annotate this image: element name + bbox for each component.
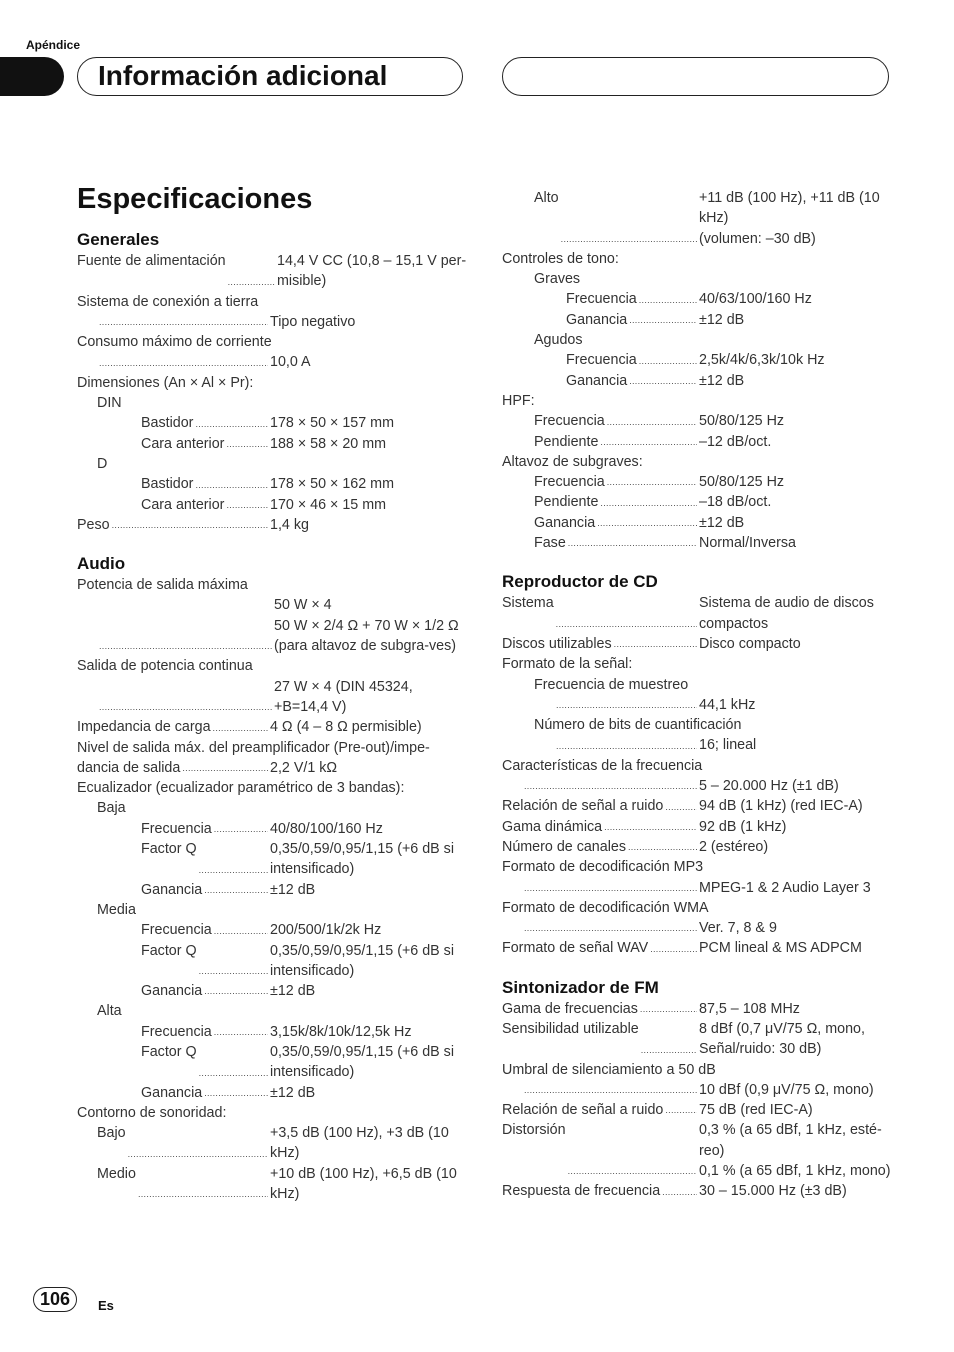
spec-label: Frecuencia — [534, 474, 605, 491]
spec-row — [502, 1080, 894, 1100]
spec-label: Frecuencia — [566, 352, 637, 369]
spec-value: 178 × 50 × 157 mm — [270, 415, 394, 432]
spec-label: Fuente de alimentación — [77, 253, 226, 269]
spec-label: Factor Q — [141, 841, 197, 858]
spec-value: 50/80/125 Hz — [699, 474, 785, 491]
spec-heading-line: Media — [97, 901, 136, 918]
spec-value: 94 dB (1 kHz) (red IEC-A) — [699, 798, 863, 815]
spec-value: 0,35/0,59/0,95/1,15 (+6 dB si intensificado) — [270, 841, 455, 878]
spec-heading-line: Formato de decodificación WMA — [502, 899, 709, 916]
spec-value: ±12 dB — [270, 1084, 316, 1101]
spec-value: Ver. 7, 8 & 9 — [699, 920, 777, 937]
spec-value: PCM lineal & MS ADPCM — [699, 940, 862, 957]
spec-row — [502, 938, 894, 958]
spec-value: 2 (estéreo) — [699, 838, 769, 855]
spec-row — [77, 352, 467, 372]
dot-leader — [112, 515, 268, 535]
spec-row — [77, 312, 467, 332]
dot-leader — [228, 251, 275, 292]
spec-row — [502, 350, 894, 370]
dot-leader — [600, 492, 697, 512]
dot-leader — [556, 593, 697, 634]
spec-heading-line: Contorno de sonoridad: — [77, 1104, 227, 1121]
spec-row — [502, 837, 894, 857]
spec-value: ±12 dB — [270, 881, 316, 898]
spec-value: 27 W × 4 (DIN 45324, +B=14,4 V) — [274, 678, 413, 715]
dot-leader — [639, 350, 697, 370]
spec-heading-line: Consumo máximo de corriente — [77, 334, 272, 351]
dot-leader — [600, 432, 697, 452]
spec-row — [502, 492, 894, 512]
spec-value: +3,5 dB (100 Hz), +3 dB (10 kHz) — [270, 1125, 449, 1162]
dot-leader — [524, 918, 697, 938]
spec-value: Tipo negativo — [270, 313, 356, 330]
spec-value: 3,15k/8k/10k/12,5k Hz — [270, 1023, 412, 1040]
spec-row — [502, 999, 894, 1019]
spec-label: Medio — [97, 1165, 136, 1182]
spec-row — [77, 717, 467, 737]
spec-value: 14,4 V CC (10,8 – 15,1 V per-misible) — [277, 253, 467, 290]
spec-heading-line: HPF: — [502, 392, 535, 409]
appendix-label: Apéndice — [26, 38, 81, 52]
section-heading: Sintonizador de FM — [502, 977, 659, 997]
dot-leader — [99, 312, 268, 332]
page-title: Especificaciones — [77, 183, 313, 215]
section-header — [77, 57, 463, 96]
spec-row — [77, 251, 467, 292]
dot-leader — [226, 434, 268, 454]
spec-row — [502, 918, 894, 938]
spec-value: 87,5 – 108 MHz — [699, 1000, 800, 1017]
spec-row — [77, 495, 467, 515]
dot-leader — [662, 1181, 697, 1201]
dot-leader — [99, 677, 272, 718]
dot-leader — [199, 1042, 268, 1083]
spec-label: Bastidor — [141, 415, 194, 432]
spec-row — [77, 595, 467, 656]
spec-row — [77, 819, 467, 839]
dot-leader — [204, 1083, 268, 1103]
spec-row — [502, 432, 894, 452]
spec-label: Ganancia — [534, 514, 596, 531]
spec-label: Relación de señal a ruido — [502, 798, 664, 815]
dot-leader — [138, 1164, 268, 1205]
spec-value: 44,1 kHz — [699, 696, 756, 713]
spec-row — [77, 839, 467, 880]
spec-value: 50 W × 4 50 W × 2/4 Ω + 70 W × 1/2 Ω (para altavoz de subgra-ves) — [274, 597, 459, 655]
spec-value: 40/80/100/160 Hz — [270, 820, 383, 837]
spec-row — [502, 878, 894, 898]
spec-heading-line: Alta — [97, 1003, 122, 1020]
spec-row — [77, 1164, 467, 1205]
spec-row — [502, 1019, 894, 1060]
spec-label: Sistema — [502, 595, 554, 612]
spec-heading-line: Baja — [97, 800, 126, 817]
spec-row — [502, 472, 894, 492]
spec-value: 178 × 50 × 162 mm — [270, 476, 394, 493]
spec-value: 8 dBf (0,7 μV/75 Ω, mono, Señal/ruido: 30 dB) — [699, 1020, 865, 1058]
left-spec-column — [77, 229, 467, 1204]
spec-value: Disco compacto — [699, 635, 801, 652]
spec-row — [502, 188, 894, 249]
spec-value: –18 dB/oct. — [699, 494, 772, 511]
dot-leader — [568, 1120, 697, 1181]
spec-label: Gama dinámica — [502, 818, 603, 835]
spec-heading-line: Potencia de salida máxima — [77, 577, 248, 594]
spec-label: Respuesta de frecuencia — [502, 1183, 661, 1200]
spec-heading-line: Controles de tono: — [502, 250, 619, 267]
dot-leader — [524, 1080, 697, 1100]
spec-value: –12 dB/oct. — [699, 433, 772, 450]
spec-label: Ganancia — [141, 983, 203, 1000]
spec-label: Bastidor — [141, 476, 194, 493]
spec-row — [502, 411, 894, 431]
dot-leader — [629, 310, 697, 330]
spec-value: +11 dB (100 Hz), +11 dB (10 kHz) (volumen: –30 dB) — [699, 190, 880, 247]
dot-leader — [604, 817, 697, 837]
spec-label: Fase — [534, 535, 566, 552]
spec-heading-line: Ecualizador (ecualizador paramétrico de 3 bandas): — [77, 780, 405, 797]
spec-value: 0,3 % (a 65 dBf, 1 kHz, esté-reo) 0,1 % (a 65 dBf, 1 kHz, mono) — [699, 1122, 891, 1180]
spec-row — [502, 533, 894, 553]
spec-label: Formato de señal WAV — [502, 940, 649, 957]
spec-value: Normal/Inversa — [699, 535, 796, 552]
dot-leader — [99, 595, 272, 656]
spec-label: Discos utilizables — [502, 635, 612, 652]
spec-label: Frecuencia — [141, 820, 212, 837]
spec-value: 10 dBf (0,9 μV/75 Ω, mono) — [699, 1081, 874, 1098]
spec-value: 75 dB (red IEC-A) — [699, 1102, 813, 1119]
spec-row — [77, 920, 467, 940]
spec-heading-line: Formato de decodificación MP3 — [502, 859, 704, 876]
spec-label: Impedancia de carga — [77, 719, 211, 736]
spec-row — [502, 776, 894, 796]
dot-leader — [524, 776, 697, 796]
dot-leader — [607, 411, 697, 431]
spec-value: ±12 dB — [699, 514, 745, 531]
spec-value: 200/500/1k/2k Hz — [270, 922, 382, 939]
spec-label: Pendiente — [534, 433, 599, 450]
spec-row — [502, 593, 894, 634]
spec-value: 40/63/100/160 Hz — [699, 291, 812, 308]
spec-value: 2,5k/4k/6,3k/10k Hz — [699, 352, 825, 369]
dot-leader — [214, 1022, 268, 1042]
spec-value: ±12 dB — [699, 311, 745, 328]
section-title: Información adicional — [98, 60, 388, 91]
spec-label: Alto — [534, 190, 559, 206]
spec-value: 92 dB (1 kHz) — [699, 818, 787, 835]
dot-leader — [639, 289, 697, 309]
empty-header-pill — [502, 57, 889, 96]
spec-row — [502, 371, 894, 391]
spec-label: Factor Q — [141, 942, 197, 959]
dot-leader — [597, 513, 697, 533]
dot-leader — [195, 413, 268, 433]
spec-value: MPEG-1 & 2 Audio Layer 3 — [699, 879, 871, 896]
spec-row — [77, 941, 467, 982]
spec-value: 170 × 46 × 15 mm — [270, 496, 387, 513]
spec-value: 5 – 20.000 Hz (±1 dB) — [699, 778, 839, 795]
dot-leader — [199, 839, 268, 880]
dot-leader — [204, 981, 268, 1001]
dot-leader — [204, 880, 268, 900]
spec-value: ±12 dB — [270, 983, 316, 1000]
dot-leader — [213, 717, 268, 737]
spec-row — [77, 1083, 467, 1103]
dot-leader — [214, 819, 268, 839]
spec-row — [77, 1022, 467, 1042]
spec-value: 1,4 kg — [270, 516, 309, 533]
spec-value: 4 Ω (4 – 8 Ω permisible) — [270, 719, 422, 736]
spec-row — [77, 1042, 467, 1083]
spec-row — [502, 634, 894, 654]
spec-value: +10 dB (100 Hz), +6,5 dB (10 kHz) — [270, 1165, 457, 1203]
dot-leader — [665, 796, 697, 816]
spec-label: Cara anterior — [141, 435, 225, 452]
spec-label: Ganancia — [141, 1084, 203, 1101]
spec-label: Ganancia — [141, 881, 203, 898]
section-spacer — [77, 535, 467, 553]
spec-value: 30 – 15.000 Hz (±3 dB) — [699, 1183, 847, 1200]
section-spacer — [502, 553, 894, 571]
dot-leader — [195, 474, 268, 494]
spec-heading-line: Formato de la señal: — [502, 656, 633, 673]
spec-row — [77, 880, 467, 900]
dot-leader — [607, 472, 697, 492]
dot-leader — [641, 1019, 697, 1060]
spec-heading-line: Frecuencia de muestreo — [534, 676, 689, 693]
spec-row — [77, 677, 467, 718]
dot-leader — [99, 352, 268, 372]
spec-row — [77, 515, 467, 535]
spec-row — [502, 1100, 894, 1120]
dot-leader — [226, 495, 268, 515]
dot-leader — [614, 634, 697, 654]
spec-label: Factor Q — [141, 1043, 197, 1060]
spec-row — [502, 513, 894, 533]
spec-row — [502, 796, 894, 816]
spec-row — [77, 434, 467, 454]
spec-row — [502, 817, 894, 837]
spec-value: 50/80/125 Hz — [699, 413, 785, 430]
spec-label: Pendiente — [534, 494, 599, 511]
spec-value: 2,2 V/1 kΩ — [270, 759, 338, 776]
spec-heading-line: Salida de potencia continua — [77, 658, 253, 675]
spec-label: Bajo — [97, 1125, 126, 1142]
dot-leader — [182, 758, 268, 778]
section-heading: Reproductor de CD — [502, 572, 658, 592]
spec-label: Ganancia — [566, 372, 628, 389]
spec-heading-line: Umbral de silenciamiento a 50 dB — [502, 1061, 716, 1078]
spec-heading-line: Graves — [534, 271, 581, 288]
spec-value: Sistema de audio de discos compactos — [699, 595, 874, 632]
spec-row — [77, 981, 467, 1001]
spec-heading-line: Altavoz de subgraves: — [502, 453, 643, 470]
spec-value: ±12 dB — [699, 372, 745, 389]
spec-value: 16; lineal — [699, 737, 757, 754]
dot-leader — [629, 371, 697, 391]
spec-label: Gama de frecuencias — [502, 1000, 638, 1017]
spec-label: Frecuencia — [566, 291, 637, 308]
dot-leader — [128, 1123, 268, 1164]
spec-label: Frecuencia — [141, 1023, 212, 1040]
section-spacer — [502, 959, 894, 977]
spec-value: 0,35/0,59/0,95/1,15 (+6 dB si intensificado) — [270, 942, 455, 979]
spec-heading-line: Características de la frecuencia — [502, 757, 703, 774]
spec-value: 0,35/0,59/0,95/1,15 (+6 dB si intensificado) — [270, 1043, 455, 1081]
spec-row — [77, 1123, 467, 1164]
spec-label: Cara anterior — [141, 496, 225, 513]
spec-row — [77, 413, 467, 433]
dot-leader — [199, 941, 268, 982]
section-heading: Audio — [77, 554, 126, 574]
spec-label: Relación de señal a ruido — [502, 1102, 664, 1119]
spec-value: 188 × 58 × 20 mm — [270, 435, 387, 452]
spec-heading-line: Agudos — [534, 332, 583, 349]
spec-row — [77, 758, 467, 778]
spec-row — [502, 1120, 894, 1181]
page-number: 106 — [33, 1287, 77, 1312]
spec-row — [502, 1181, 894, 1201]
spec-row — [502, 735, 894, 755]
spec-label: Ganancia — [566, 311, 628, 328]
dot-leader — [650, 938, 697, 958]
spec-row — [502, 695, 894, 715]
spec-row — [502, 310, 894, 330]
dot-leader — [628, 837, 697, 857]
spec-heading-line: Dimensiones (An × Al × Pr): — [77, 374, 254, 391]
spec-value: 10,0 A — [270, 354, 311, 371]
spec-label: Sensibilidad utilizable — [502, 1020, 639, 1037]
spec-label: Distorsión — [502, 1122, 566, 1139]
spec-heading-line: DIN — [97, 395, 122, 412]
spec-label: dancia de salida — [77, 759, 181, 776]
spec-heading-line: Nivel de salida máx. del preamplificador (Pre-out)/impe- — [77, 739, 430, 756]
dot-leader — [568, 533, 697, 553]
spec-heading-line: Sistema de conexión a tierra — [77, 293, 259, 310]
spec-label: Frecuencia — [534, 413, 605, 430]
dot-leader — [214, 920, 268, 940]
spec-heading-line: D — [97, 455, 108, 472]
section-tab-marker — [0, 57, 64, 96]
spec-label: Número de canales — [502, 838, 626, 855]
spec-label: Frecuencia — [141, 922, 212, 939]
dot-leader — [524, 878, 697, 898]
section-heading: Generales — [77, 230, 160, 249]
dot-leader — [640, 999, 697, 1019]
dot-leader — [561, 188, 697, 249]
language-code: Es — [98, 1298, 114, 1313]
right-spec-column — [502, 188, 894, 1202]
dot-leader — [556, 735, 697, 755]
dot-leader — [665, 1100, 697, 1120]
dot-leader — [556, 695, 697, 715]
spec-label: Peso — [77, 516, 110, 533]
spec-heading-line: Número de bits de cuantificación — [534, 717, 742, 734]
spec-row — [502, 289, 894, 309]
spec-row — [77, 474, 467, 494]
